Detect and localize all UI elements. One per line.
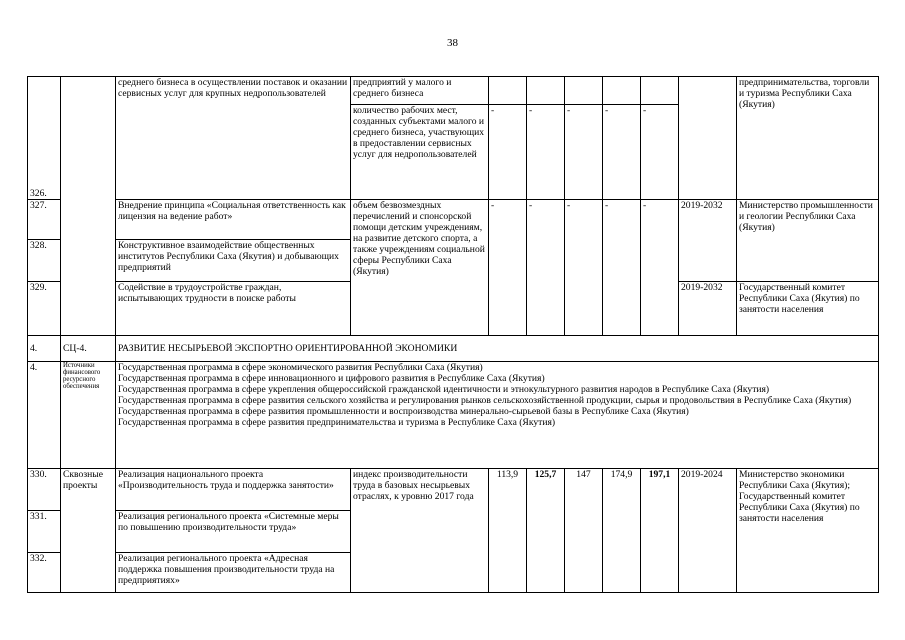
value-cell: - — [565, 105, 603, 200]
value-cell: - — [527, 200, 565, 336]
funding-label: Источники финансового ресурсного обеспечения — [61, 362, 116, 469]
responsible-cell: Министерство экономики Республики Саха (Якутия); Государственный комитет Республики Саха (Якутия) по занятости населения — [737, 469, 879, 593]
indicator-cell: количество рабочих мест, созданных субъектами малого и среднего бизнеса, участвующих в предоставлении сервисных услуг для недропользователей — [351, 105, 489, 200]
projects-code: Сквозные проекты — [61, 469, 116, 593]
program-item: Государственная программа в сфере экономического развития Республики Саха (Якутия) — [118, 362, 483, 373]
period-cell — [679, 77, 737, 200]
row-number: 331. — [28, 511, 61, 553]
section-title: РАЗВИТИЕ НЕСЫРЬЕВОЙ ЭКСПОРТНО ОРИЕНТИРОВАННОЙ ЭКОНОМИКИ — [116, 336, 879, 362]
value-cell: - — [489, 105, 527, 200]
section-code-cell — [61, 77, 116, 336]
program-item: Государственная программа в сфере развития предпринимательства и туризма в Республике Саха (Якутия) — [118, 417, 556, 429]
value-cell: 174,9 — [603, 469, 641, 593]
section-code: СЦ-4. — [61, 336, 116, 362]
table-row — [28, 469, 879, 511]
table-row — [28, 200, 879, 240]
value-cell: - — [489, 200, 527, 336]
responsible-cell: Министерство промышленности и геологии Республики Саха (Якутия) — [737, 200, 879, 282]
value-cell: 197,1 — [641, 469, 679, 593]
program-item: Государственная программа в сфере укрепления общероссийской гражданской идентичности и этнокультурного развития народов в Республике Саха (Якутия) — [118, 384, 770, 396]
value-cell: - — [641, 105, 679, 200]
indicator-cell: объем безвозмездных перечислений и спонсорской помощи детским учреждениям, на развитие детского спорта, а также учреждениям социальной сферы Республики Саха (Якутия) — [351, 200, 489, 336]
row-number: 4. — [28, 362, 61, 469]
funding-programs — [116, 362, 879, 469]
period-cell: 2019-2032 — [679, 200, 737, 282]
value-cell: 125,7 — [527, 469, 565, 593]
measure-cell: Реализация национального проекта «Производительность труда и поддержка занятости» — [116, 469, 351, 511]
indicator-cell: индекс производительности труда в базовых несырьевых отраслях, к уровню 2017 года — [351, 469, 489, 593]
responsible-cell: Государственный комитет Республики Саха (Якутия) по занятости населения — [737, 282, 879, 336]
value-cell: 147 — [565, 469, 603, 593]
value-cell: - — [641, 200, 679, 336]
measure-cell: Реализация регионального проекта «Системные меры по повышению производительности труда» — [116, 511, 351, 553]
row-number: 332. — [28, 553, 61, 593]
measure-cell: Конструктивное взаимодействие общественных институтов Республики Саха (Якутия) и добывающих предприятий — [116, 240, 351, 282]
responsible-cell: предпринимательства, торговли и туризма Республики Саха (Якутия) — [737, 77, 879, 200]
value-cell: - — [527, 105, 565, 200]
row-number: 330. — [28, 469, 61, 511]
funding-row — [28, 362, 879, 469]
row-number: 328. — [28, 240, 61, 282]
section-row — [28, 336, 879, 362]
program-item: Государственная программа в сфере развития сельского хозяйства и регулирования рынков сельскохозяйственной продукции, сырья и продовольствия в Республике Саха (Якутия) — [118, 395, 852, 407]
period-cell: 2019-2024 — [679, 469, 737, 593]
measure-cell: среднего бизнеса в осуществлении поставок и оказании сервисных услуг для крупных недропользователей — [116, 77, 351, 200]
value-cell: 113,9 — [489, 469, 527, 593]
period-cell: 2019-2032 — [679, 282, 737, 336]
indicator-cell: предприятий у малого и среднего бизнеса — [351, 77, 489, 105]
value-cell: - — [565, 200, 603, 336]
row-number: 4. — [28, 336, 61, 362]
page-number: 38 — [447, 37, 458, 49]
value-cell: - — [603, 105, 641, 200]
row-number: 329. — [28, 282, 61, 336]
value-cell: - — [603, 200, 641, 336]
row-number: 326. — [28, 77, 61, 200]
program-item: Государственная программа в сфере развития промышленности и воспроизводства минерально-сырьевой базы в Республике Саха (Якутия) — [118, 406, 689, 418]
row-number: 327. — [28, 200, 61, 240]
plan-table — [27, 76, 879, 593]
program-item: Государственная программа в сфере инновационного и цифрового развития в Республике Саха (Якутия) — [118, 373, 545, 385]
table-row — [28, 77, 879, 105]
measure-cell: Реализация регионального проекта «Адресная поддержка повышения производительности труда на предприятиях» — [116, 553, 351, 593]
measure-cell: Содействие в трудоустройстве граждан, испытывающих трудности в поиске работы — [116, 282, 351, 336]
measure-cell: Внедрение принципа «Социальная ответственность как лицензия на ведение работ» — [116, 200, 351, 240]
